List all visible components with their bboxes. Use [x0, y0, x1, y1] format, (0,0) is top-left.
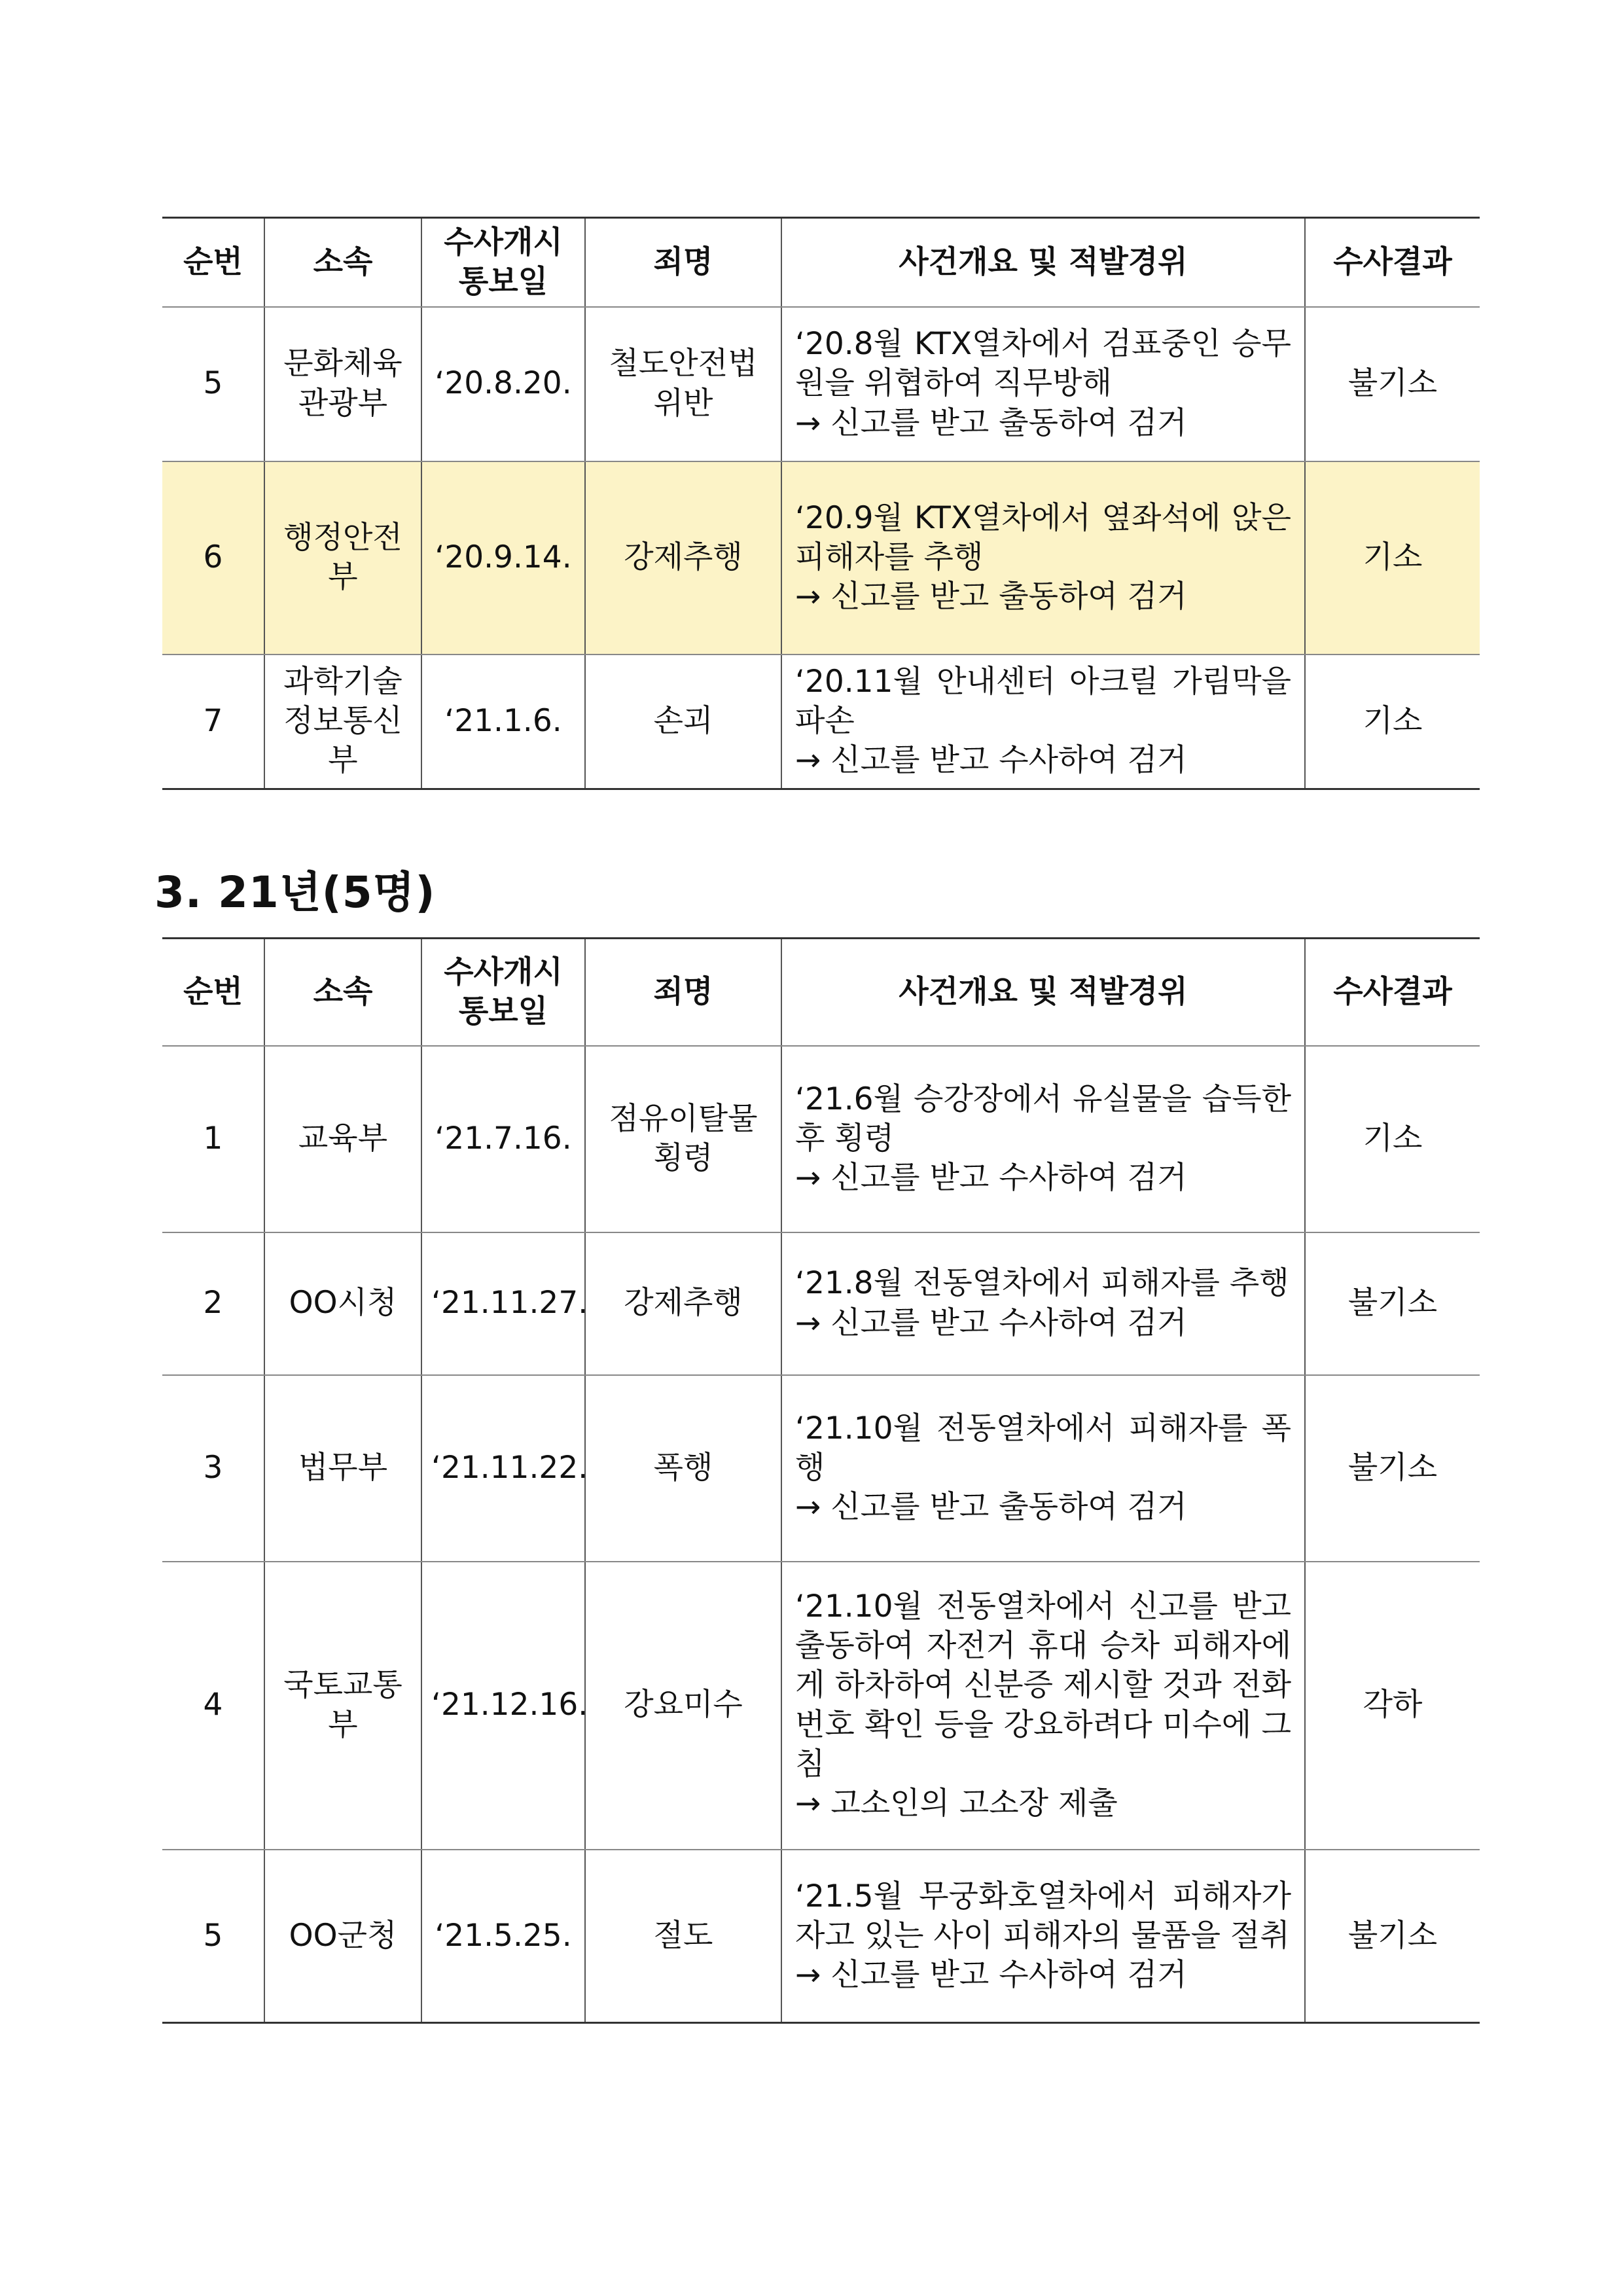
header-row	[162, 218, 1480, 307]
cell-summary: ‘21.10월 전동열차에서 신고를 받고 출동하여 자전거 휴대 승차 피해자에게 하차하여 신분증 제시할 것과 전화번호 확인 등을 강요하려다 미수에 그침 → 고소인의 고소장 제출	[781, 1562, 1305, 1850]
header-summary: 사건개요 및 적발경위	[781, 218, 1305, 307]
header-no: 순번	[162, 939, 264, 1046]
cell-summary: ‘21.6월 승강장에서 유실물을 습득한 후 횡령 → 신고를 받고 수사하여 검거	[781, 1046, 1305, 1232]
cell-charge: 손괴	[585, 655, 781, 789]
cell-date: ‘21.12.16.	[421, 1562, 585, 1850]
header-date: 수사개시 통보일	[421, 939, 585, 1046]
cell-result: 기소	[1305, 461, 1480, 655]
cell-no: 1	[162, 1046, 264, 1232]
header-result: 수사결과	[1305, 218, 1480, 307]
table-row	[162, 1562, 1480, 1850]
cell-summary: ‘20.8월 KTX열차에서 검표중인 승무원을 위협하여 직무방해 → 신고를 받고 출동하여 검거	[781, 307, 1305, 461]
cell-no: 4	[162, 1562, 264, 1850]
cell-result: 불기소	[1305, 1375, 1480, 1562]
cell-result: 기소	[1305, 1046, 1480, 1232]
header-result: 수사결과	[1305, 939, 1480, 1046]
cell-summary: ‘20.11월 안내센터 아크릴 가림막을 파손 → 신고를 받고 수사하여 검거	[781, 655, 1305, 789]
cell-date: ‘21.11.22.	[421, 1375, 585, 1562]
table-row-highlighted	[162, 461, 1480, 655]
cell-date: ‘21.11.27.	[421, 1232, 585, 1375]
cell-no: 6	[162, 461, 264, 655]
cell-org: OO시청	[264, 1232, 421, 1375]
cell-charge: 강제추행	[585, 461, 781, 655]
cell-org: 문화체육 관광부	[264, 307, 421, 461]
cell-charge: 철도안전법 위반	[585, 307, 781, 461]
cell-org: 법무부	[264, 1375, 421, 1562]
header-row	[162, 939, 1480, 1046]
header-summary: 사건개요 및 적발경위	[781, 939, 1305, 1046]
investigation-table-2021	[162, 937, 1480, 2024]
investigation-table-top	[162, 217, 1480, 790]
cell-charge: 절도	[585, 1850, 781, 2023]
cell-no: 5	[162, 307, 264, 461]
cell-result: 기소	[1305, 655, 1480, 789]
table-row	[162, 1850, 1480, 2023]
cell-summary: ‘20.9월 KTX열차에서 옆좌석에 앉은 피해자를 추행 → 신고를 받고 출동하여 검거	[781, 461, 1305, 655]
cell-summary: ‘21.5월 무궁화호열차에서 피해자가 자고 있는 사이 피해자의 물품을 절취 → 신고를 받고 수사하여 검거	[781, 1850, 1305, 2023]
cell-no: 3	[162, 1375, 264, 1562]
table-row	[162, 1046, 1480, 1232]
cell-result: 각하	[1305, 1562, 1480, 1850]
cell-charge: 점유이탈물 횡령	[585, 1046, 781, 1232]
header-charge: 죄명	[585, 939, 781, 1046]
section-heading: 3. 21년(5명)	[154, 867, 436, 918]
header-org: 소속	[264, 218, 421, 307]
cell-charge: 강제추행	[585, 1232, 781, 1375]
cell-org: 교육부	[264, 1046, 421, 1232]
cell-org: 행정안전 부	[264, 461, 421, 655]
table-row	[162, 655, 1480, 789]
cell-date: ‘20.8.20.	[421, 307, 585, 461]
table-row	[162, 1232, 1480, 1375]
cell-org: 과학기술 정보통신 부	[264, 655, 421, 789]
cell-charge: 폭행	[585, 1375, 781, 1562]
header-date: 수사개시 통보일	[421, 218, 585, 307]
cell-no: 5	[162, 1850, 264, 2023]
cell-date: ‘21.5.25.	[421, 1850, 585, 2023]
cell-no: 7	[162, 655, 264, 789]
cell-org: 국토교통 부	[264, 1562, 421, 1850]
cell-date: ‘20.9.14.	[421, 461, 585, 655]
header-no: 순번	[162, 218, 264, 307]
header-charge: 죄명	[585, 218, 781, 307]
cell-result: 불기소	[1305, 1850, 1480, 2023]
cell-no: 2	[162, 1232, 264, 1375]
cell-summary: ‘21.10월 전동열차에서 피해자를 폭행 → 신고를 받고 출동하여 검거	[781, 1375, 1305, 1562]
cell-result: 불기소	[1305, 1232, 1480, 1375]
cell-charge: 강요미수	[585, 1562, 781, 1850]
header-org: 소속	[264, 939, 421, 1046]
cell-org: OO군청	[264, 1850, 421, 2023]
table-row	[162, 1375, 1480, 1562]
cell-date: ‘21.1.6.	[421, 655, 585, 789]
cell-date: ‘21.7.16.	[421, 1046, 585, 1232]
cell-result: 불기소	[1305, 307, 1480, 461]
table-row	[162, 307, 1480, 461]
cell-summary: ‘21.8월 전동열차에서 피해자를 추행 → 신고를 받고 수사하여 검거	[781, 1232, 1305, 1375]
